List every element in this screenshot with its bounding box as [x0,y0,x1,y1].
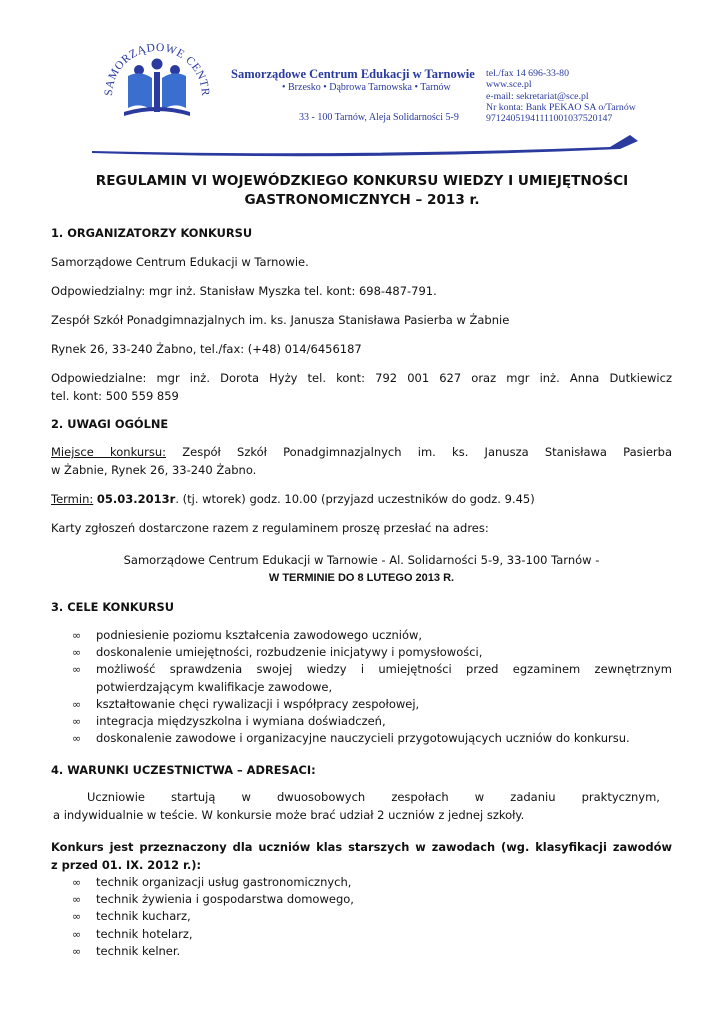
word: praktycznym, [581,790,660,804]
contact-email[interactable]: e-mail: sekretariat@sce.pl [486,90,589,102]
target-line-2: z przed 01. IX. 2012 r.): [51,858,202,872]
infinity-bullet-icon: ∞ [72,715,82,729]
list-item [72,713,672,730]
contact-account: 97124051941111001037520147 [486,113,613,125]
goals-list [72,627,672,747]
profession-text: technik kelner. [96,943,181,958]
title-line-1: REGULAMIN VI WOJEWÓDZKIEGO KONKURSU WIEDZY I UMIEJĘTNOŚCI [95,173,629,189]
goal-text-cont: potwierdzającym kwalifikacje zawodowe, [96,679,333,694]
infinity-bullet-icon: ∞ [72,629,82,642]
section-1-heading: 1. ORGANIZATORZY KONKURSU [51,226,253,240]
profession-text: technik hotelarz, [96,926,193,941]
responsible-person: Odpowiedzialny: mgr inż. Stanisław Myszka tel. kont: 698-487-791. [51,284,437,298]
goal-text: możliwość sprawdzenia swojej wiedzy i umiejętności przed egzaminem zewnętrznym [96,662,672,677]
responsible-persons-2 [51,369,672,405]
word: w [474,790,485,804]
profession-text: technik kucharz, [96,909,191,924]
sce-logo [92,18,222,148]
co-organizer-school: Zespół Szkół Ponadgimnazjalnych im. ks. Janusza Stanisława Pasierba w Żabnie [51,313,510,327]
section-2-heading: 2. UWAGI OGÓLNE [51,417,169,431]
infinity-bullet-icon: ∞ [72,876,82,889]
list-item [72,926,472,943]
cards-info: Karty zgłoszeń dostarczone razem z regulaminem proszę przesłać na adres: [51,521,489,535]
header-divider [90,133,640,163]
infinity-bullet-icon: ∞ [72,927,82,941]
infinity-bullet-icon: ∞ [72,646,82,660]
logo-text: SAMORZĄDOWE CENTR [102,41,212,97]
goal-text: doskonalenie umiejętności, rozbudzenie inicjatywy i pomysłowości, [96,645,483,660]
goal-text: doskonalenie zawodowe i organizacyjne nauczycieli przygotowujących uczniów do konkursu. [96,731,630,746]
professions-list [72,874,472,960]
list-item [72,874,472,891]
responsible-2-line-2: tel. kont: 500 559 859 [51,389,179,403]
list-item [72,661,672,695]
logo-emblem-icon [124,59,190,117]
send-address-block [51,551,672,587]
goal-text: podniesienie poziomu kształcenia zawodowego uczniów, [96,628,423,642]
infinity-bullet-icon: ∞ [72,663,82,677]
page-title [60,172,664,210]
word: dwuosobowych [277,790,366,804]
institution-name: Samorządowe Centrum Edukacji w Tarnowie [231,67,475,81]
goal-text: integracja międzyszkolna i wymiana doświadczeń, [96,714,386,729]
word: Uczniowie [87,790,145,804]
contact-block [486,68,636,124]
infinity-bullet-icon: ∞ [72,910,82,924]
contact-phone: tel./fax 14 696-33-80 [486,68,569,79]
place-label: Miejsce konkursu: [51,445,167,459]
institution-towns: • Brzesko • Dąbrowa Tarnowska • Tarnów [282,82,451,93]
list-item [72,908,472,925]
title-line-2: GASTRONOMICZNYCH – 2013 r. [244,192,480,208]
section-4-heading: 4. WARUNKI UCZESTNICTWA – ADRESACI: [51,763,316,777]
word: zespołach [391,790,449,804]
conditions-line-2: a indywidualnie w teście. W konkursie może brać udział 2 uczniów z jednej szkoły. [53,808,525,822]
list-item [72,627,672,644]
infinity-bullet-icon: ∞ [72,893,82,907]
institution-address: 33 - 100 Tarnów, Aleja Solidarności 5-9 [299,112,459,123]
infinity-bullet-icon: ∞ [72,697,82,711]
term-date: 05.03.2013r [96,492,176,506]
place-paragraph [51,443,672,479]
term-paragraph [51,492,535,506]
deadline: W TERMINIE DO 8 LUTEGO 2013 R. [268,572,455,584]
list-item [72,644,672,661]
send-address: Samorządowe Centrum Edukacji w Tarnowie - Al. Solidarności 5-9, 33-100 Tarnów - [123,553,600,567]
infinity-bullet-icon: ∞ [72,732,82,746]
conditions-line-1 [51,788,672,806]
word: zadaniu [510,790,556,804]
target-line-1: Konkurs jest przeznaczony dla uczniów klas starszych w zawodach (wg. klasyfikacji zawodów [51,840,672,854]
target-paragraph [51,838,672,874]
school-address: Rynek 26, 33-240 Żabno, tel./fax: (+48) 014/6456187 [51,342,362,356]
profession-text: technik żywienia i gospodarstwa domowego, [96,892,354,907]
conditions-paragraph [51,788,672,824]
place-line-2: w Żabnie, Rynek 26, 33-240 Żabno. [51,463,257,477]
list-item [72,943,472,960]
organizer: Samorządowe Centrum Edukacji w Tarnowie. [51,255,309,269]
term-rest: . (tj. wtorek) godz. 10.00 (przyjazd uczestników do godz. 9.45) [175,492,535,506]
list-item [72,891,472,908]
term-label: Termin: [51,492,94,506]
word: startują [171,790,216,804]
section-3-heading: 3. CELE KONKURSU [51,600,174,614]
goal-text: kształtowanie chęci rywalizacji i współpracy zespołowej, [96,696,420,711]
place-line-1: Zespół Szkół Ponadgimnazjalnych im. ks. Janusza Stanisława Pasierba [166,445,672,459]
list-item [72,730,672,747]
contact-www[interactable]: www.sce.pl [486,79,532,91]
responsible-2-line-1: Odpowiedzialne: mgr inż. Dorota Hyży tel. kont: 792 001 627 oraz mgr inż. Anna Dutkiewicz [51,371,672,385]
infinity-bullet-icon: ∞ [72,944,82,958]
list-item [72,696,672,713]
profession-text: technik organizacji usług gastronomicznych, [96,875,352,889]
word: w [241,790,251,804]
contact-bank: Nr konta: Bank PEKAO SA o/Tarnów [486,101,636,113]
